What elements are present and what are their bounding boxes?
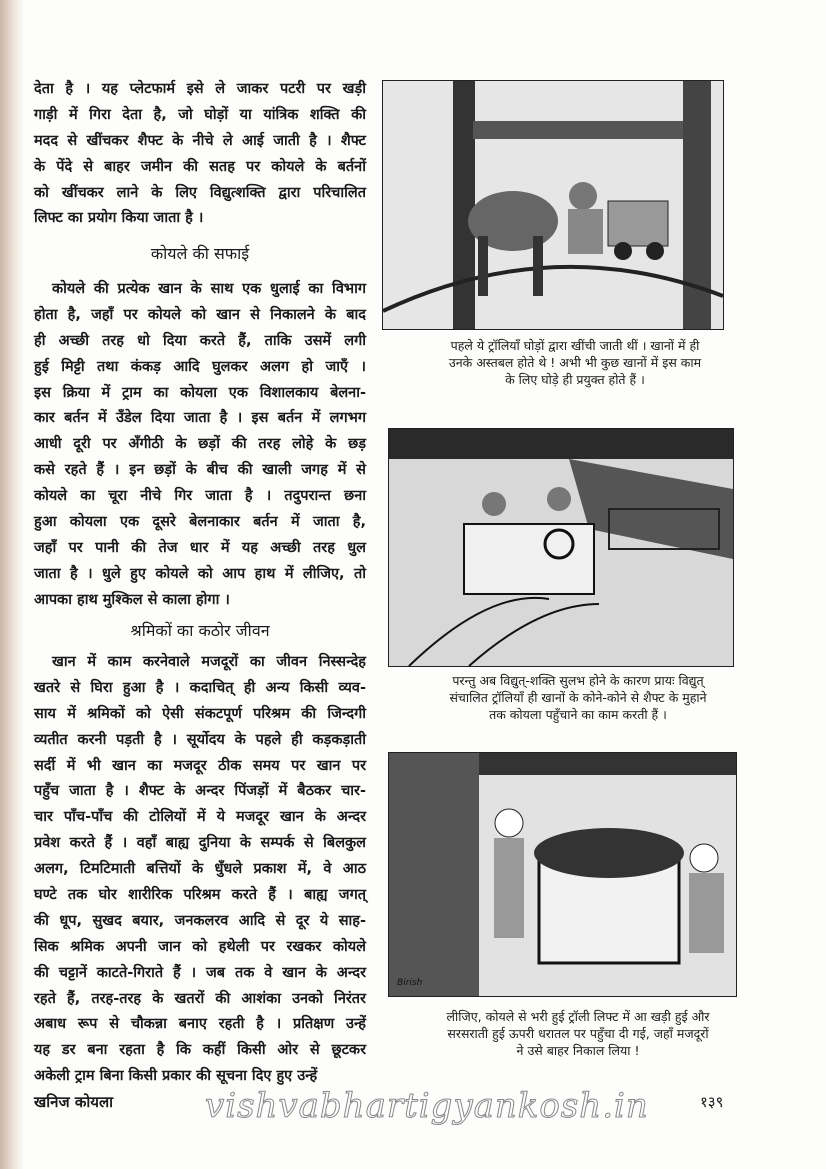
text-line: जाता है । धुले हुए कोयले को आप हाथ में लीजिए, तो [34,565,366,582]
caption-line: के लिए घोड़े ही प्रयुक्त होते हैं । [505,372,645,387]
paragraph-2 [34,277,366,614]
text-line: इस क्रिया में ट्राम का कोयला एक विशालकाय बेलना- [34,384,366,401]
caption-line: उनके अस्तबल होते थे ! अभी भी कुछ खानों में इस काम [448,355,702,370]
text-line: अबाध रूप से चौकन्ना बनाए रहती है । प्रतिक्षण उन्हें [34,1016,366,1033]
text-line: जहाँ पर पानी की तेज धार में यह अच्छी तरह धुल [34,539,366,556]
text-line: सिक श्रमिक अपनी जान को हथेली पर रखकर कोयले [34,938,366,955]
text-line: हुआ कोयला एक दूसरे बेलनाकार बर्तन में जाता है, [34,514,366,531]
text-line: कसे रहते हैं । इन छड़ों के बीच की खाली जगह में से [34,462,366,479]
text-line: रहते हैं, तरह-तरह के खतरों की आशंका उनको निरंतर [34,990,366,1007]
text-line: व्यतीत करनी पड़ती है । सूर्योदय के पहले ही कड़कड़ाती [34,731,366,748]
text-line: खान में काम करनेवाले मजदूरों का जीवन निस्सन्देह [52,654,366,670]
caption-line: पहले ये ट्रॉलियाँ घोड़ों द्वारा खींची जाती थीं । खानों में ही [450,338,700,353]
section-heading-coal-cleaning: कोयले की सफाई [150,244,250,263]
text-line: हुई मिट्टी तथा कंकड़ आदि घुलकर अलग हो जाएँ । [34,358,366,375]
caption-line: लीजिए, कोयले से भरी हुई ट्रॉली लिफ्ट में आ खड़ी हुई और [446,1009,710,1024]
text-line: कोयले की प्रत्येक खान के साथ एक धुलाई का विभाग [52,281,366,297]
caption-line: सरसराती हुई ऊपरी धरातल पर पहुँचा दी गई, जहाँ मजदूरों [447,1026,709,1041]
electric-trolley-sketch [389,429,733,666]
text-line: प्रवेश करते हैं । वहाँ बाह्य दुनिया के सम्पर्क से बिलकुल [34,835,366,852]
illustration-horse-trolley [382,80,724,330]
text-line: लिफ्ट का प्रयोग किया जाता है । [34,210,204,227]
caption-line: ने उसे बाहर निकाल लिया ! [516,1043,640,1058]
caption-figure-1 [378,337,772,388]
text-line: की चट्टानें काटते-गिराते हैं । जब तक वे खान के अन्दर [34,964,366,981]
page-gutter-shadow [0,0,24,1169]
text-line: कार बर्तन में उँडेल दिया जाता है । इस बर्तन में लगभग [34,410,366,427]
horse-trolley-sketch [383,81,723,329]
text-line: आपका हाथ मुश्किल से काला होगा । [34,591,230,608]
caption-figure-2 [378,672,778,723]
text-line: के पेंदे से बाहर जमीन की सतह पर कोयले के बर्तनों [34,158,366,175]
text-line: आधी दूरी पर अँगीठी के छड़ों की तरह लोहे के छड़ [34,436,366,453]
text-line: साय में श्रमिकों को ऐसी संकटपूर्ण परिश्रम की जिन्दगी [34,705,366,722]
text-line: कोयले का चूरा नीचे गिर जाता है । तदुपरान्त छना [34,488,366,505]
text-line: चार पाँच-पाँच की टोलियों में ये मजदूर खान के अन्दर [34,809,366,826]
section-heading-workers-life: श्रमिकों का कठोर जीवन [130,621,270,640]
lift-trolley-sketch [389,753,736,996]
running-footer-title: खनिज कोयला [34,1093,113,1111]
watermark: vishvabhartigyankosh.in [205,1086,649,1126]
caption-figure-3 [378,1008,778,1059]
text-line: की धूप, सुखद बयार, जनकलरव आदि से दूर ये साह- [34,912,366,929]
text-line: गाड़ी में गिरा देता है, जो घोड़ों या यांत्रिक शक्ति की [34,106,366,123]
text-line: होता है, जहाँ पर कोयले को खान से निकालने के बाद [34,306,366,323]
text-line: घण्टे तक घोर शारीरिक परिश्रम करते हैं । बाह्य जगत् [34,887,366,904]
illustration-lift-trolley [388,752,737,997]
illustration-electric-trolley [388,428,734,667]
text-line: पहुँच जाता है । शैफ्ट के अन्दर पिंजड़ों में बैठकर चार- [34,783,366,800]
text-line: मदद से खींचकर शैफ्ट के नीचे ले आई जाती है । शैफ्ट [34,132,366,149]
paragraph-1 [34,77,366,232]
text-line: देता है । यह प्लेटफार्म इसे ले जाकर पटरी पर खड़ी [34,81,366,97]
caption-line: संचालित ट्रॉलियाँ ही खानों के कोने-कोने से शैफ्ट के मुहाने [449,690,707,705]
text-line: अकेली ट्राम बिना किसी प्रकार की सूचना दिए हुए उन्हें [34,1068,318,1085]
paragraph-3 [34,650,366,1090]
text-line: खतरे से घिरा हुआ है । कदाचित् ही अन्य किसी व्यव- [34,679,366,696]
artist-signature: Birish [397,978,423,988]
text-line: को खींचकर लाने के लिए विद्युत्शक्ति द्वारा परिचालित [34,184,366,201]
caption-line: तक कोयला पहुँचाने का काम करती हैं । [489,707,667,722]
page-number: १३९ [700,1093,724,1111]
text-line: सर्दी में भी खान का मजदूर ठीक समय पर खान पर [34,757,366,774]
text-line: यह डर बना रहता है कि कहीं किसी ओर से छूटकर [34,1042,366,1059]
text-line: ही अच्छी तरह धो दिया करते हैं, ताकि उसमें लगी [34,332,366,349]
caption-line: परन्तु अब विद्युत्-शक्ति सुलभ होने के कारण प्रायः विद्युत् [452,673,704,688]
text-line: अलग, टिमटिमाती बत्तियों के धुँधले प्रकाश में, वे आठ [34,861,366,878]
